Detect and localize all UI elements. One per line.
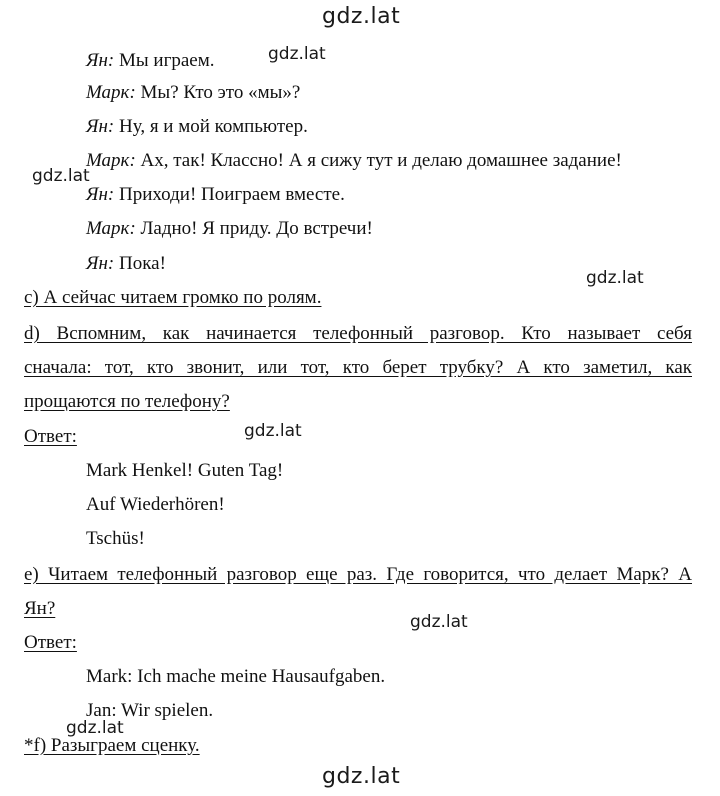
dialogue-line	[86, 150, 622, 172]
watermark: gdz.lat	[32, 166, 90, 186]
speaker-name: Ян:	[86, 50, 115, 71]
watermark-top: gdz.lat	[322, 4, 401, 29]
answer-line: Tschüs!	[86, 528, 145, 549]
dialogue-text: Мы играем.	[119, 50, 215, 71]
dialogue-line	[86, 116, 308, 138]
task-d-line: сначала: тот, кто звонит, или тот, кто берет трубку? А кто заметил, как	[24, 357, 692, 378]
dialogue-line	[86, 218, 373, 240]
dialogue-text: Пока!	[119, 253, 166, 274]
dialogue-text: Ах, так! Классно! А я сижу тут и делаю домашнее задание!	[140, 150, 622, 171]
dialogue-line	[86, 82, 300, 104]
answer-line: Mark Henkel! Guten Tag!	[86, 460, 284, 481]
answer-line: Mark: Ich mache meine Hausaufgaben.	[86, 666, 386, 687]
speaker-name: Ян:	[86, 116, 115, 137]
dialogue-text: Ладно! Я приду. До встречи!	[140, 218, 373, 239]
dialogue-line	[86, 50, 215, 72]
answer-label: Ответ:	[24, 426, 77, 447]
task-c: с) А сейчас читаем громко по ролям.	[24, 287, 322, 308]
watermark: gdz.lat	[268, 44, 326, 64]
task-d-line: d) Вспомним, как начинается телефонный разговор. Кто называет себя	[24, 323, 692, 344]
task-f: *f) Разыграем сценку.	[24, 735, 200, 756]
task-d-line: прощаются по телефону?	[24, 391, 230, 412]
dialogue-text: Мы? Кто это «мы»?	[140, 82, 301, 103]
dialogue-line	[86, 253, 166, 275]
watermark: gdz.lat	[244, 421, 302, 441]
speaker-name: Марк:	[86, 218, 136, 239]
answer-line: Jan: Wir spielen.	[86, 700, 214, 721]
dialogue-text: Приходи! Поиграем вместе.	[119, 184, 345, 205]
speaker-name: Ян:	[86, 253, 115, 274]
speaker-name: Марк:	[86, 82, 136, 103]
speaker-name: Марк:	[86, 150, 136, 171]
watermark: gdz.lat	[410, 612, 468, 632]
watermark-bottom: gdz.lat	[322, 764, 401, 789]
task-e-line: е) Читаем телефонный разговор еще раз. Где говорится, что делает Марк? А	[24, 564, 692, 585]
watermark: gdz.lat	[66, 718, 124, 738]
speaker-name: Ян:	[86, 184, 115, 205]
task-e-line: Ян?	[24, 598, 56, 619]
dialogue-line	[86, 184, 345, 206]
answer-label: Ответ:	[24, 632, 77, 653]
answer-line: Auf Wiederhören!	[86, 494, 225, 515]
watermark: gdz.lat	[586, 268, 644, 288]
dialogue-text: Ну, я и мой компьютер.	[119, 116, 308, 137]
